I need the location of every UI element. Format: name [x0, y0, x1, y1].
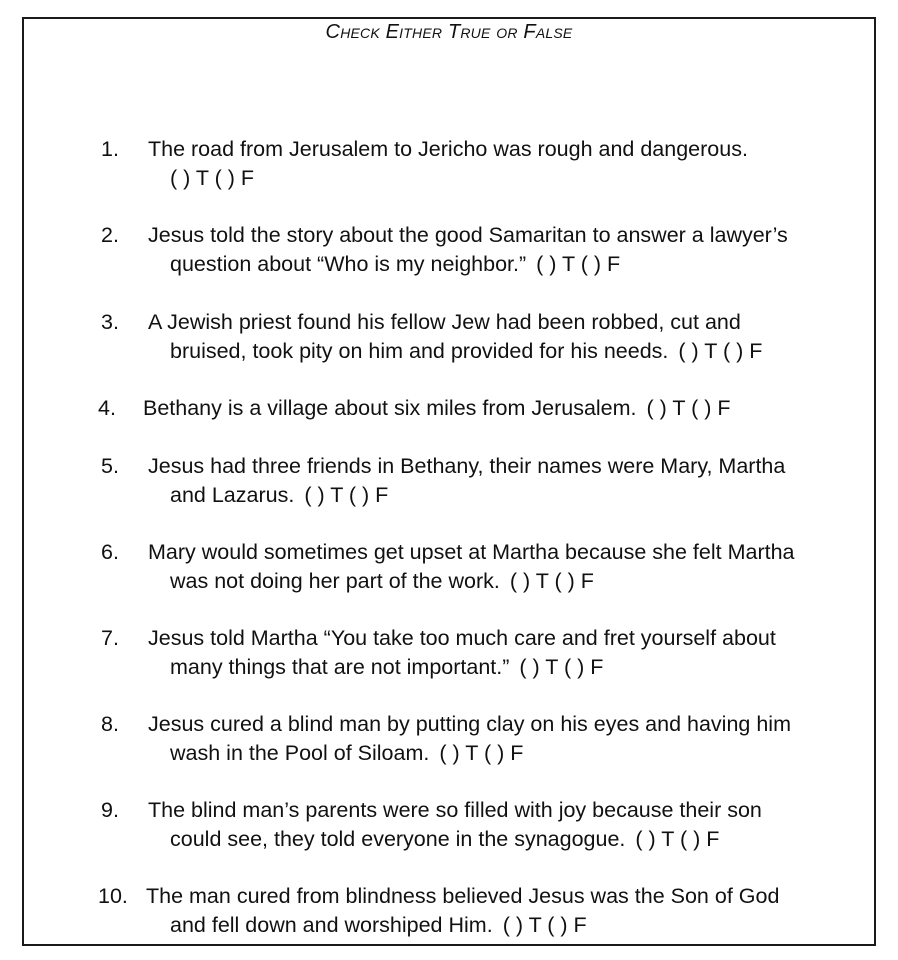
answer-options[interactable]: ( ) T ( ) F — [678, 339, 763, 363]
question-text-cont: was not doing her part of the work. — [170, 569, 500, 593]
answer-options[interactable]: ( ) T ( ) F — [439, 741, 524, 765]
question-text-cont: could see, they told everyone in the synagogue. — [170, 827, 626, 851]
question-text-cont: and Lazarus. — [170, 483, 295, 507]
question-text: The blind man’s parents were so filled with joy because their son — [148, 798, 762, 822]
question-text-cont: many things that are not important.” — [170, 655, 510, 679]
quiz-heading — [0, 20, 898, 44]
question-text: The road from Jerusalem to Jericho was rough and dangerous. — [148, 137, 748, 161]
answer-options[interactable]: ( ) T ( ) F — [519, 655, 604, 679]
question-number: 2. — [101, 223, 119, 247]
question-text: A Jewish priest found his fellow Jew had been robbed, cut and — [148, 310, 741, 334]
question-number: 5. — [101, 454, 119, 478]
question-text-cont: question about “Who is my neighbor.” — [170, 252, 527, 276]
answer-options[interactable]: ( ) T ( ) F — [635, 827, 720, 851]
question-number: 6. — [101, 540, 119, 564]
question-text: Jesus told Martha “You take too much care and fret yourself about — [148, 626, 776, 650]
question-number: 1. — [101, 137, 119, 161]
question-number: 7. — [101, 626, 119, 650]
question-text-cont: bruised, took pity on him and provided for his needs. — [170, 339, 669, 363]
question-text-cont: wash in the Pool of Siloam. — [170, 741, 430, 765]
quiz-heading-text: Check Either True or False — [325, 21, 573, 43]
question-number: 10. — [98, 884, 128, 908]
answer-options[interactable]: ( ) T ( ) F — [304, 483, 389, 507]
answer-options[interactable]: ( ) T ( ) F — [536, 252, 621, 276]
question-number: 8. — [101, 712, 119, 736]
question-text: Jesus told the story about the good Samaritan to answer a lawyer’s — [148, 223, 788, 247]
question-text: Mary would sometimes get upset at Martha because she felt Martha — [148, 540, 795, 564]
question-number: 3. — [101, 310, 119, 334]
question-number: 9. — [101, 798, 119, 822]
answer-options[interactable]: ( ) T ( ) F — [646, 396, 731, 420]
question-text: Bethany is a village about six miles from Jerusalem. — [143, 396, 637, 420]
question-text: Jesus had three friends in Bethany, their names were Mary, Martha — [148, 454, 786, 478]
question-text-cont: and fell down and worshiped Him. — [170, 913, 493, 937]
answer-options[interactable]: ( ) T ( ) F — [502, 913, 587, 937]
question-text: The man cured from blindness believed Jesus was the Son of God — [146, 884, 780, 908]
answer-options[interactable]: ( ) T ( ) F — [509, 569, 594, 593]
question-number: 4. — [98, 396, 116, 420]
question-text: Jesus cured a blind man by putting clay on his eyes and having him — [148, 712, 791, 736]
answer-options[interactable]: ( ) T ( ) F — [170, 166, 254, 190]
